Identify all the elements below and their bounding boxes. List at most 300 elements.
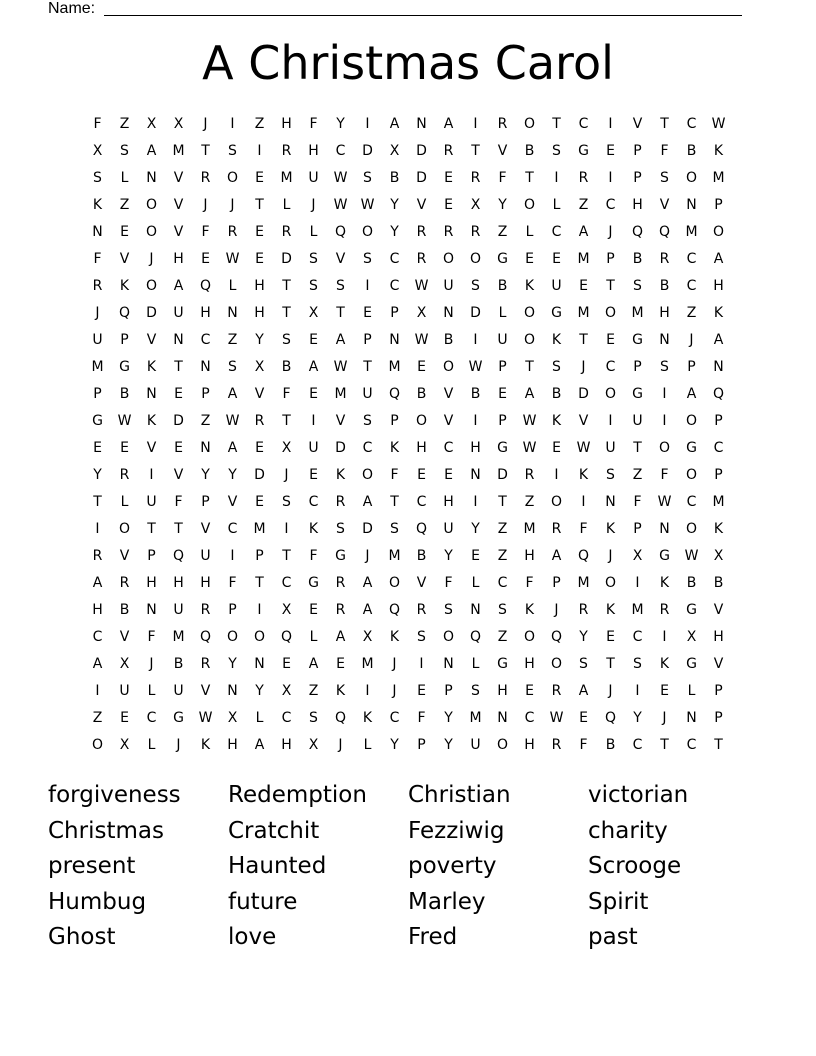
grid-letter: P bbox=[606, 251, 615, 267]
grid-letter: E bbox=[444, 197, 453, 213]
grid-letter: J bbox=[608, 548, 613, 564]
grid-letter: T bbox=[714, 737, 723, 753]
grid-letter: P bbox=[714, 710, 723, 726]
grid-letter: S bbox=[552, 143, 561, 159]
grid-letter: R bbox=[119, 467, 130, 483]
grid-letter: B bbox=[416, 548, 427, 564]
grid-letter: J bbox=[554, 602, 559, 618]
grid-letter: G bbox=[119, 359, 130, 375]
grid-letter: E bbox=[309, 467, 318, 483]
grid-letter: K bbox=[200, 737, 211, 753]
grid-letter: U bbox=[173, 602, 184, 618]
grid-letter: A bbox=[362, 575, 373, 591]
grid-letter: K bbox=[713, 143, 724, 159]
grid-letter: F bbox=[228, 575, 237, 591]
grid-letter: E bbox=[444, 467, 453, 483]
grid-letter: J bbox=[176, 737, 181, 753]
grid-letter: K bbox=[146, 359, 157, 375]
grid-letter: O bbox=[91, 737, 104, 753]
grid-letter: Z bbox=[497, 629, 508, 645]
grid-letter: W bbox=[522, 413, 537, 429]
grid-letter: N bbox=[470, 467, 481, 483]
grid-letter: S bbox=[228, 143, 237, 159]
grid-letter: Y bbox=[444, 710, 453, 726]
grid-letter: S bbox=[309, 710, 318, 726]
grid-letter: K bbox=[335, 467, 346, 483]
grid-letter: K bbox=[605, 521, 616, 537]
grid-letter: N bbox=[470, 602, 481, 618]
grid-letter: I bbox=[365, 278, 370, 294]
grid-letter: F bbox=[525, 575, 534, 591]
grid-letter: G bbox=[659, 548, 670, 564]
grid-letter: Q bbox=[604, 710, 617, 726]
grid-letter: J bbox=[230, 197, 235, 213]
grid-letter: S bbox=[390, 521, 399, 537]
grid-letter: X bbox=[632, 548, 643, 564]
grid-letter: P bbox=[714, 683, 723, 699]
grid-letter: Q bbox=[658, 224, 671, 240]
grid-letter: I bbox=[284, 521, 289, 537]
grid-letter: A bbox=[227, 440, 238, 456]
grid-letter: N bbox=[443, 656, 454, 672]
name-label: Name: bbox=[48, 0, 96, 17]
grid-letter: C bbox=[281, 710, 292, 726]
grid-letter: E bbox=[525, 683, 534, 699]
grid-letter: C bbox=[389, 710, 400, 726]
grid-letter: K bbox=[362, 710, 373, 726]
grid-letter: A bbox=[92, 656, 103, 672]
grid-letter: L bbox=[309, 224, 318, 240]
grid-letter: S bbox=[336, 278, 345, 294]
grid-letter: V bbox=[713, 602, 724, 618]
grid-letter: V bbox=[200, 521, 211, 537]
grid-letter: E bbox=[444, 170, 453, 186]
grid-letter: D bbox=[497, 467, 508, 483]
grid-letter: T bbox=[606, 656, 615, 672]
grid-letter: C bbox=[227, 521, 238, 537]
grid-letter: E bbox=[606, 332, 615, 348]
grid-letter: Y bbox=[633, 710, 642, 726]
word-list-item: charity bbox=[588, 817, 668, 844]
grid-letter: Q bbox=[712, 386, 725, 402]
grid-letter: I bbox=[473, 332, 478, 348]
grid-letter: S bbox=[363, 170, 372, 186]
grid-letter: G bbox=[632, 386, 643, 402]
grid-letter: S bbox=[552, 359, 561, 375]
grid-letter: H bbox=[200, 575, 211, 591]
grid-letter: K bbox=[92, 197, 103, 213]
grid-letter: O bbox=[145, 278, 158, 294]
grid-letter: G bbox=[686, 440, 697, 456]
grid-letter: D bbox=[416, 170, 427, 186]
grid-letter: C bbox=[686, 251, 697, 267]
grid-letter: T bbox=[579, 332, 588, 348]
grid-letter: U bbox=[362, 386, 373, 402]
name-underline bbox=[104, 15, 742, 16]
grid-letter: P bbox=[147, 548, 156, 564]
grid-letter: E bbox=[363, 305, 372, 321]
grid-letter: W bbox=[333, 359, 348, 375]
grid-letter: A bbox=[713, 332, 724, 348]
grid-letter: X bbox=[308, 305, 319, 321]
grid-letter: Y bbox=[228, 656, 237, 672]
grid-letter: R bbox=[92, 278, 103, 294]
grid-letter: E bbox=[282, 656, 291, 672]
grid-letter: P bbox=[444, 683, 453, 699]
grid-letter: R bbox=[551, 521, 562, 537]
grid-letter: J bbox=[149, 251, 154, 267]
grid-letter: M bbox=[577, 305, 590, 321]
grid-letter: B bbox=[416, 386, 427, 402]
grid-letter: X bbox=[119, 656, 130, 672]
grid-letter: Q bbox=[469, 629, 482, 645]
grid-letter: O bbox=[469, 251, 482, 267]
grid-letter: E bbox=[660, 683, 669, 699]
grid-letter: E bbox=[309, 602, 318, 618]
grid-letter: L bbox=[147, 683, 156, 699]
grid-letter: P bbox=[201, 386, 210, 402]
grid-letter: R bbox=[200, 602, 211, 618]
grid-letter: R bbox=[254, 413, 265, 429]
grid-letter: H bbox=[416, 440, 427, 456]
grid-letter: N bbox=[659, 521, 670, 537]
grid-letter: X bbox=[227, 710, 238, 726]
grid-letter: E bbox=[120, 440, 129, 456]
grid-letter: Q bbox=[334, 710, 347, 726]
grid-letter: J bbox=[203, 116, 208, 132]
grid-letter: L bbox=[471, 575, 480, 591]
grid-letter: U bbox=[632, 413, 643, 429]
grid-letter: I bbox=[149, 467, 154, 483]
grid-letter: L bbox=[363, 737, 372, 753]
grid-letter: N bbox=[659, 332, 670, 348]
grid-letter: C bbox=[605, 359, 616, 375]
grid-letter: A bbox=[308, 359, 319, 375]
grid-letter: J bbox=[608, 683, 613, 699]
grid-letter: Y bbox=[498, 197, 507, 213]
grid-letter: Q bbox=[334, 224, 347, 240]
grid-letter: Z bbox=[119, 116, 130, 132]
grid-letter: M bbox=[712, 170, 725, 186]
grid-letter: U bbox=[497, 332, 508, 348]
grid-letter: R bbox=[416, 224, 427, 240]
grid-letter: E bbox=[255, 251, 264, 267]
grid-letter: Y bbox=[93, 467, 102, 483]
grid-letter: N bbox=[227, 305, 238, 321]
grid-letter: O bbox=[118, 521, 131, 537]
grid-letter: D bbox=[281, 251, 292, 267]
grid-letter: O bbox=[442, 251, 455, 267]
grid-letter: W bbox=[522, 440, 537, 456]
grid-letter: T bbox=[147, 521, 156, 537]
grid-letter: R bbox=[497, 116, 508, 132]
grid-letter: N bbox=[200, 359, 211, 375]
grid-letter: G bbox=[497, 656, 508, 672]
grid-letter: P bbox=[633, 359, 642, 375]
grid-letter: F bbox=[309, 116, 318, 132]
grid-letter: M bbox=[523, 521, 536, 537]
grid-letter: O bbox=[604, 305, 617, 321]
grid-letter: N bbox=[389, 332, 400, 348]
grid-letter: D bbox=[470, 305, 481, 321]
grid-letter: Y bbox=[336, 116, 345, 132]
grid-letter: O bbox=[361, 224, 374, 240]
grid-letter: C bbox=[389, 251, 400, 267]
grid-letter: T bbox=[363, 359, 372, 375]
grid-letter: B bbox=[551, 386, 562, 402]
grid-letter: F bbox=[174, 494, 183, 510]
grid-letter: V bbox=[227, 494, 238, 510]
grid-letter: L bbox=[309, 629, 318, 645]
grid-letter: T bbox=[633, 440, 642, 456]
grid-letter: E bbox=[309, 386, 318, 402]
grid-letter: C bbox=[632, 629, 643, 645]
grid-letter: X bbox=[92, 143, 103, 159]
grid-letter: P bbox=[552, 575, 561, 591]
grid-letter: P bbox=[390, 413, 399, 429]
grid-letter: E bbox=[579, 278, 588, 294]
grid-letter: V bbox=[173, 170, 184, 186]
grid-letter: T bbox=[471, 143, 480, 159]
grid-letter: C bbox=[308, 494, 319, 510]
grid-letter: X bbox=[713, 548, 724, 564]
grid-letter: U bbox=[173, 305, 184, 321]
word-list-item: Ghost bbox=[48, 924, 116, 950]
grid-letter: R bbox=[470, 170, 481, 186]
grid-letter: I bbox=[662, 413, 667, 429]
grid-letter: U bbox=[119, 683, 130, 699]
word-list-item: poverty bbox=[408, 853, 497, 879]
grid-letter: R bbox=[578, 602, 589, 618]
grid-letter: A bbox=[686, 386, 697, 402]
grid-letter: T bbox=[336, 305, 345, 321]
grid-letter: T bbox=[660, 737, 669, 753]
grid-letter: P bbox=[417, 737, 426, 753]
grid-letter: S bbox=[309, 278, 318, 294]
grid-letter: I bbox=[662, 386, 667, 402]
grid-letter: V bbox=[173, 197, 184, 213]
grid-letter: R bbox=[551, 683, 562, 699]
grid-letter: A bbox=[524, 386, 535, 402]
grid-letter: N bbox=[605, 494, 616, 510]
grid-letter: V bbox=[146, 332, 157, 348]
grid-letter: A bbox=[389, 116, 400, 132]
grid-letter: V bbox=[632, 116, 643, 132]
grid-letter: D bbox=[362, 143, 373, 159]
grid-letter: Z bbox=[227, 332, 238, 348]
grid-letter: R bbox=[335, 575, 346, 591]
grid-letter: B bbox=[524, 143, 535, 159]
grid-letter: E bbox=[255, 170, 264, 186]
grid-letter: Y bbox=[201, 467, 210, 483]
grid-letter: C bbox=[200, 332, 211, 348]
grid-letter: W bbox=[684, 548, 699, 564]
grid-letter: J bbox=[392, 683, 397, 699]
grid-letter: V bbox=[443, 413, 454, 429]
grid-letter: T bbox=[498, 494, 507, 510]
grid-letter: U bbox=[173, 683, 184, 699]
grid-letter: H bbox=[713, 629, 724, 645]
grid-letter: X bbox=[416, 305, 427, 321]
grid-letter: I bbox=[608, 413, 613, 429]
grid-letter: C bbox=[146, 710, 157, 726]
grid-letter: F bbox=[498, 170, 507, 186]
grid-letter: V bbox=[254, 386, 265, 402]
grid-letter: O bbox=[523, 197, 536, 213]
grid-letter: G bbox=[551, 305, 562, 321]
grid-letter: V bbox=[119, 548, 130, 564]
grid-letter: C bbox=[686, 278, 697, 294]
grid-letter: P bbox=[120, 332, 129, 348]
grid-letter: T bbox=[390, 494, 399, 510]
grid-letter: Y bbox=[255, 683, 264, 699]
grid-letter: F bbox=[660, 143, 669, 159]
grid-letter: P bbox=[228, 602, 237, 618]
grid-letter: O bbox=[523, 629, 536, 645]
grid-letter: O bbox=[253, 629, 266, 645]
grid-letter: M bbox=[685, 224, 698, 240]
grid-letter: P bbox=[633, 143, 642, 159]
grid-letter: A bbox=[443, 116, 454, 132]
grid-letter: R bbox=[335, 602, 346, 618]
grid-letter: B bbox=[713, 575, 724, 591]
grid-letter: E bbox=[336, 656, 345, 672]
grid-letter: E bbox=[417, 359, 426, 375]
grid-letter: W bbox=[333, 170, 348, 186]
grid-letter: L bbox=[282, 197, 291, 213]
grid-letter: B bbox=[470, 386, 481, 402]
grid-letter: M bbox=[469, 710, 482, 726]
grid-letter: O bbox=[388, 575, 401, 591]
grid-letter: P bbox=[255, 548, 264, 564]
grid-letter: B bbox=[119, 386, 130, 402]
grid-letter: Z bbox=[497, 224, 508, 240]
grid-letter: H bbox=[470, 440, 481, 456]
grid-letter: O bbox=[523, 305, 536, 321]
grid-letter: O bbox=[442, 359, 455, 375]
grid-letter: Q bbox=[199, 278, 212, 294]
grid-letter: X bbox=[173, 116, 184, 132]
grid-letter: S bbox=[633, 656, 642, 672]
grid-letter: O bbox=[550, 656, 563, 672]
grid-letter: T bbox=[282, 305, 291, 321]
grid-letter: N bbox=[173, 332, 184, 348]
grid-letter: K bbox=[659, 575, 670, 591]
grid-letter: A bbox=[92, 575, 103, 591]
grid-letter: S bbox=[660, 359, 669, 375]
grid-letter: U bbox=[146, 494, 157, 510]
grid-letter: A bbox=[551, 548, 562, 564]
grid-letter: Q bbox=[631, 224, 644, 240]
grid-letter: T bbox=[255, 197, 264, 213]
word-list-item: Humbug bbox=[48, 888, 147, 915]
word-list-item: Marley bbox=[408, 888, 486, 915]
grid-letter: P bbox=[633, 521, 642, 537]
grid-letter: O bbox=[523, 332, 536, 348]
grid-letter: L bbox=[120, 494, 129, 510]
grid-letter: X bbox=[281, 683, 292, 699]
grid-letter: R bbox=[119, 575, 130, 591]
grid-letter: K bbox=[146, 413, 157, 429]
grid-letter: M bbox=[172, 143, 185, 159]
grid-letter: S bbox=[579, 656, 588, 672]
grid-letter: E bbox=[498, 386, 507, 402]
grid-letter: F bbox=[579, 521, 588, 537]
grid-letter: C bbox=[443, 440, 454, 456]
grid-letter: S bbox=[282, 332, 291, 348]
grid-letter: C bbox=[335, 143, 346, 159]
grid-letter: S bbox=[606, 467, 615, 483]
grid-letter: V bbox=[416, 575, 427, 591]
grid-letter: H bbox=[308, 143, 319, 159]
grid-letter: H bbox=[281, 737, 292, 753]
grid-letter: V bbox=[497, 143, 508, 159]
grid-letter: Y bbox=[471, 521, 480, 537]
grid-letter: E bbox=[255, 494, 264, 510]
grid-letter: M bbox=[577, 251, 590, 267]
grid-letter: L bbox=[525, 224, 534, 240]
grid-letter: B bbox=[686, 575, 697, 591]
grid-letter: V bbox=[173, 224, 184, 240]
grid-letter: E bbox=[552, 440, 561, 456]
grid-letter: W bbox=[468, 359, 483, 375]
grid-letter: A bbox=[578, 683, 589, 699]
grid-letter: Y bbox=[390, 737, 399, 753]
grid-letter: H bbox=[443, 494, 454, 510]
grid-letter: L bbox=[687, 683, 696, 699]
grid-letter: B bbox=[605, 737, 616, 753]
grid-letter: U bbox=[551, 278, 562, 294]
grid-letter: K bbox=[713, 305, 724, 321]
grid-letter: F bbox=[309, 548, 318, 564]
grid-letter: O bbox=[685, 413, 698, 429]
grid-letter: J bbox=[95, 305, 100, 321]
grid-letter: M bbox=[577, 575, 590, 591]
grid-letter: F bbox=[660, 467, 669, 483]
word-list-item: victorian bbox=[588, 782, 689, 808]
grid-letter: T bbox=[525, 359, 534, 375]
grid-letter: F bbox=[390, 467, 399, 483]
grid-letter: C bbox=[632, 737, 643, 753]
grid-letter: G bbox=[686, 602, 697, 618]
grid-letter: U bbox=[605, 440, 616, 456]
grid-letter: N bbox=[254, 656, 265, 672]
grid-letter: N bbox=[146, 170, 157, 186]
grid-letter: A bbox=[227, 386, 238, 402]
grid-letter: S bbox=[444, 602, 453, 618]
grid-letter: I bbox=[257, 602, 262, 618]
grid-letter: H bbox=[146, 575, 157, 591]
word-list-item: Christmas bbox=[48, 817, 164, 844]
grid-letter: W bbox=[711, 116, 726, 132]
grid-letter: G bbox=[497, 440, 508, 456]
grid-letter: O bbox=[145, 197, 158, 213]
grid-letter: T bbox=[282, 548, 291, 564]
grid-letter: C bbox=[713, 440, 724, 456]
name-field-row bbox=[48, 0, 748, 20]
grid-letter: R bbox=[551, 737, 562, 753]
grid-letter: Z bbox=[200, 413, 211, 429]
grid-letter: J bbox=[662, 710, 667, 726]
grid-letter: U bbox=[470, 737, 481, 753]
grid-letter: Q bbox=[388, 602, 401, 618]
grid-letter: X bbox=[389, 143, 400, 159]
grid-letter: H bbox=[632, 197, 643, 213]
word-list-item: Christian bbox=[408, 782, 511, 808]
letter-grid bbox=[84, 111, 732, 759]
grid-letter: E bbox=[201, 251, 210, 267]
grid-letter: C bbox=[92, 629, 103, 645]
